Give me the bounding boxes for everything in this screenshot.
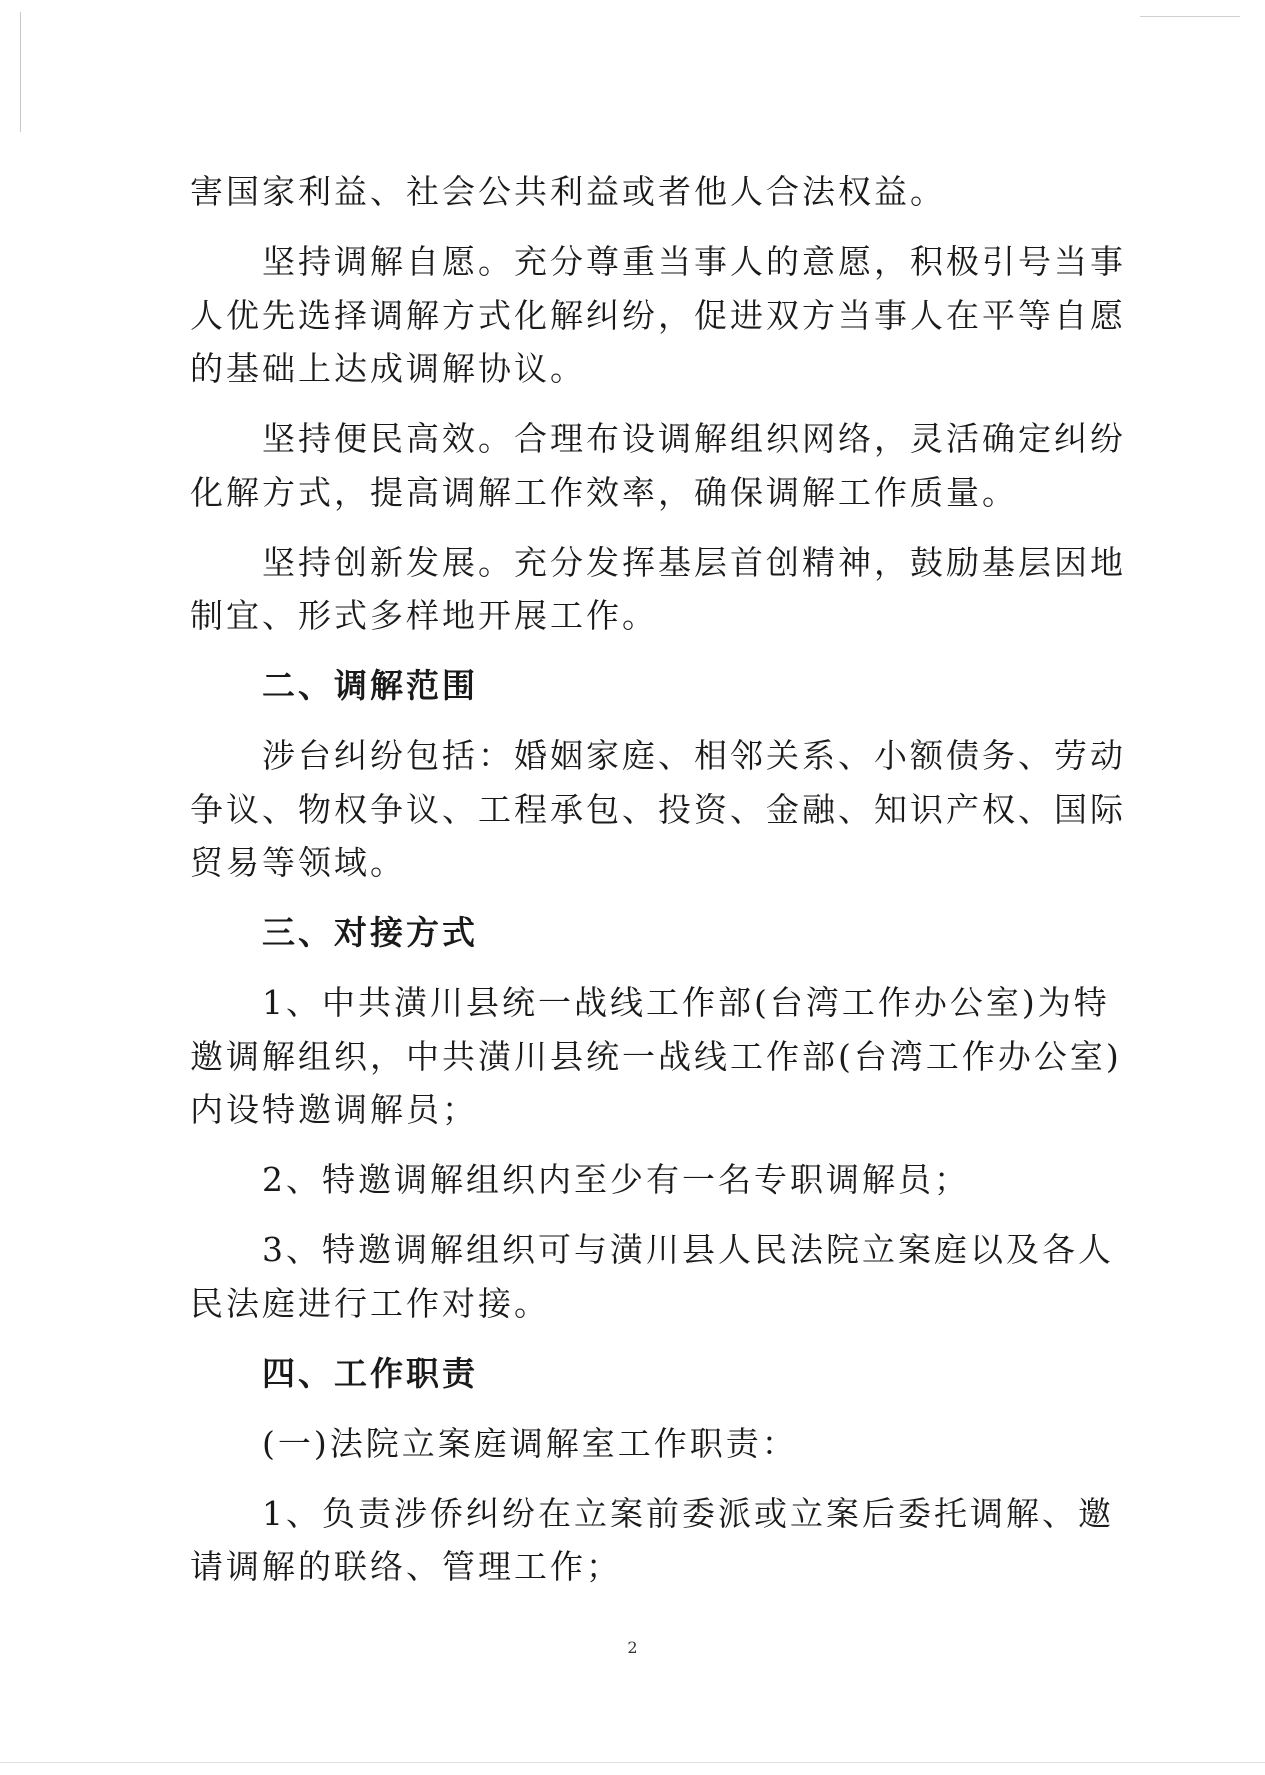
text-line: (一)法院立案庭调解室工作职责：	[190, 1423, 798, 1463]
text-line: 坚持便民高效。合理布设调解组织网络，灵活确定纠纷	[190, 419, 1126, 458]
text-line: 3、特邀调解组织可与潢川县人民法院立案庭以及各人	[190, 1230, 1114, 1269]
text-line: 坚持创新发展。充分发挥基层首创精神，鼓励基层因地	[190, 542, 1126, 582]
text-line: 1、负责涉侨纠纷在立案前委派或立案后委托调解、邀	[190, 1493, 1114, 1533]
text-line: 四、工作职责	[190, 1353, 478, 1393]
text-line: 涉台纠纷包括：婚姻家庭、相邻关系、小额债务、劳动	[190, 736, 1126, 775]
text-line: 争议、物权争议、工程承包、投资、金融、知识产权、国际	[190, 789, 1126, 829]
page-number: 2	[627, 1638, 638, 1657]
text-line: 害国家利益、社会公共利益或者他人合法权益。	[190, 172, 946, 211]
text-line: 邀调解组织，中共潢川县统一战线工作部(台湾工作办公室)	[190, 1036, 1122, 1076]
text-line: 民法庭进行工作对接。	[190, 1283, 550, 1323]
text-line: 的基础上达成调解协议。	[190, 349, 586, 388]
text-line: 1、中共潢川县统一战线工作部(台湾工作办公室)为特	[190, 983, 1110, 1022]
text-line: 化解方式，提高调解工作效率，确保调解工作质量。	[190, 472, 1018, 512]
text-line: 贸易等领域。	[190, 843, 406, 882]
text-line: 三、对接方式	[190, 913, 478, 952]
text-line: 人优先选择调解方式化解纠纷，促进双方当事人在平等自愿	[190, 295, 1126, 335]
scan-edge-left	[20, 12, 21, 132]
text-line: 制宜、形式多样地开展工作。	[190, 596, 658, 635]
text-line: 内设特邀调解员；	[190, 1090, 478, 1129]
text-line: 坚持调解自愿。充分尊重当事人的意愿，积极引号当事	[190, 242, 1126, 281]
text-line: 请调解的联络、管理工作；	[190, 1547, 622, 1586]
text-line: 2、特邀调解组织内至少有一名专职调解员；	[190, 1160, 970, 1199]
text-line: 二、调解范围	[190, 666, 478, 705]
scan-edge-bottom	[0, 1762, 1265, 1763]
scan-edge-top	[1140, 16, 1240, 17]
